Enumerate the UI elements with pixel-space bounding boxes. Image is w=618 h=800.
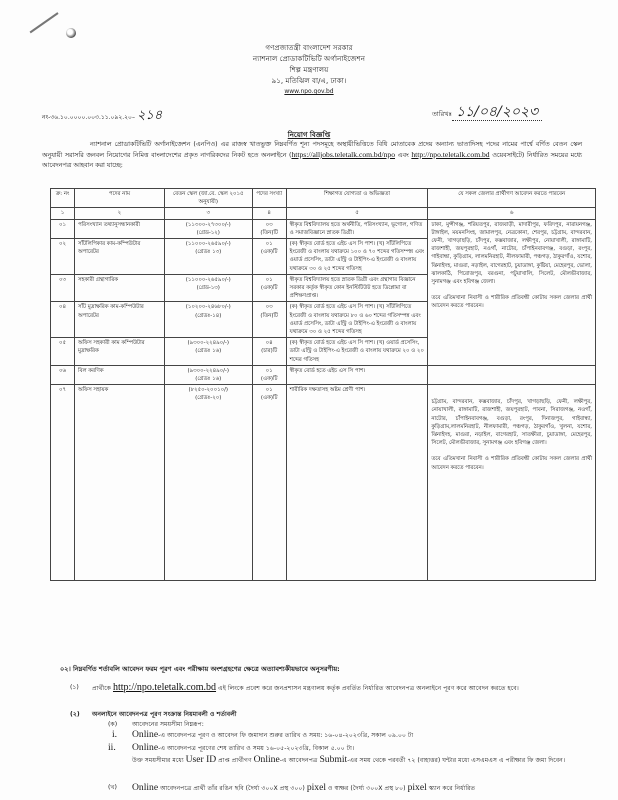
memo-date — [432, 100, 542, 124]
scale: (১০২০০-২৪৬৮০/-) — [185, 304, 231, 311]
table-row — [51, 385, 596, 581]
grade: (গ্রেডঃ ১৩) — [195, 249, 222, 256]
pixel-word: pixel — [306, 782, 326, 793]
count: ০১ — [265, 367, 273, 374]
count-word: (এক)টি — [260, 249, 278, 256]
cell-sl: ০৭ — [51, 385, 75, 581]
col-num: ২ — [74, 208, 164, 219]
sub-item-ka — [108, 720, 204, 729]
cell-qualification: (ক) স্বীকৃত বোর্ড হতে এইচ এস সি পাশ। (খ) ওয়ার্ড প্রসেসিং, ডাটা এন্ট্রি ও টাইপিং-এ ইংরেজী ও বাংলায় যথাক্রমে ২০ ও ২০ শব্দের গতিসহ — [286, 338, 428, 366]
signature-text: ও স্বাক্ষর (দৈর্ঘ্য ৩০০X প্রস্থ ৮০) — [326, 785, 408, 792]
table-row — [51, 219, 596, 238]
start-date-text: -এ আবেদনপত্র পূরণ ও আবেদন ফি জমাদান শুরুর তারিখ ও সময়: ১৬-০৪-২০২৩খ্রি, সকাল ০৯.০০ টা — [158, 732, 414, 739]
org-name: ন্যাশনাল প্রোডাকটিভিটি অর্গানাইজেশন — [252, 54, 366, 63]
cell-sl: ০১ — [51, 219, 75, 238]
roman-number: i. — [112, 729, 118, 740]
cell-qualification: স্বীকৃত বোর্ড হতে এইচ এস সি পাশ। — [286, 365, 428, 384]
count-word: (তিন)টি — [260, 312, 278, 319]
section2-heading: ০২। নিম্নবর্ণিত শর্তাবলি আবেদন ফরম পূরণ এবং পরীক্ষায় অংশগ্রহণের ক্ষেত্রে অত্যাবশ্যকীয়ভাবে অনুসরণীয়: — [60, 665, 340, 673]
cell-sl: ০২ — [51, 239, 75, 275]
scale: (১১৩০০-২৭৩০০/-) — [185, 221, 231, 228]
cell-post: পরিসংখ্যান তথ্যানুসন্ধানকারী — [74, 219, 164, 238]
cell-scale — [164, 274, 252, 302]
pin-head-icon — [66, 28, 76, 38]
roman-text — [132, 730, 413, 740]
sub-text: আবেদনের সময়সীমা নিম্নরূপ: — [132, 721, 204, 728]
ministry-name: শিল্প মন্ত্রণালয় — [289, 65, 329, 74]
date-label: তারিখঃ — [432, 110, 452, 118]
col-num: ৩ — [164, 208, 252, 219]
count: ০১ — [265, 276, 273, 283]
count: ০৩ — [265, 304, 273, 311]
note-text: -এ আবেদনপত্র — [279, 757, 320, 764]
districts-list: ঢাকা, মুন্সীগঞ্জ, শরিয়তপুর, রাজবাড়ী, মাদারীপুর, ফরিদপুর, নারায়নগঞ্জ, টাঙ্গাইল, ময়মনসিংহ, জামালপুর, নেত্রকোনা, শেরপুর, চট্টগ্রাম, বান্দরবান, ফেনী, খাগড়াছড়ি, চাঁদপুর, কক্সবাজার, লক্ষীপুর, নোয়াখালী, রাঙ্গামাটি, রাজশাহী, জয়পুরহাট, নওগাঁ, নাটোর, চাঁপাইনবাবগঞ্জ, বগুড়া, রংপুর, গাইবান্ধা, কুড়িগ্রাম, লালমনিরহাট, নীলফামারী, পঞ্চগড়, ঠাকুরগাঁও, যশোর, ঝিনাইদহ, মাগুরা, নড়াইল, বাগেরহাট, চুয়াডাঙ্গা, কুষ্টিয়া, মেহেরপুর, ভোলা, ঝালকাঠি, পিরোজপুর, বরগুনা, পটুয়াখালি, সিলেট, মৌলভীবাজার, সুনামগঞ্জ এবং হবিগঞ্জ জেলা। — [431, 221, 592, 286]
grade: (গ্রেডঃ ১৬) — [195, 348, 222, 355]
roman-item-ii — [108, 743, 588, 753]
cell-districts-group1 — [428, 219, 596, 365]
alljobs-link[interactable]: https://alljobs.teletalk.com.bd/npo — [291, 150, 396, 159]
date-handwritten: ১১/০৪/২০২৩ — [452, 104, 542, 121]
cell-count — [252, 274, 286, 302]
scale: (৮২৫০-২০০১০/) — [188, 387, 228, 394]
cell-districts-group2 — [428, 385, 596, 581]
cell-qualification: স্বীকৃত বিশ্ববিদ্যালয় হতে অর্থনীতি, পরিসংখ্যান, ভূগোল, গণিত ও সমাজবিজ্ঞানে স্নাতক ডিগ্রী। — [286, 219, 428, 238]
grade: (গ্রেডঃ ১৬) — [195, 376, 222, 383]
cell-districts-empty — [428, 365, 596, 384]
count: ০১ — [265, 387, 273, 394]
intro-text: ন্যাশনাল প্রোডাকটিভিটি অর্গানাইজেশন (এনপিও) এর রাজস্ব খাতভুক্ত নিম্নবর্ণিত শূন্য পদসমূহে অস্থায়ীভিত্তিতে বিধি মোতাবেক প্রদেয় অন্যান্য ভাতাদিসহ পদের নামের পার্শ্বে বর্ণিত বেতন স্কেল অনুযায়ী সরাসরি জনবল নিয়োগের নিমিত্ত বাংলাদেশের প্রকৃত নাগরিকদের নিকট হতে অনলাইনে ( — [42, 141, 582, 159]
memo-prefix: নং-৩৬.১০.০০০০.০০৩.১১.০৯২.২০– — [42, 114, 135, 121]
memo-handwritten-number: ২১৪ — [136, 108, 163, 123]
grade: (গ্রেডঃ-১৪) — [195, 312, 222, 319]
cell-sl: ০৫ — [51, 338, 75, 366]
header-districts: যে সকল জেলার প্রার্থীগণ আবেদন করতে পারবেন — [428, 189, 596, 208]
cell-scale — [164, 302, 252, 338]
cell-post: অফিস সহকারী কাম কম্পিউটার মুদ্রাক্ষরিক — [74, 338, 164, 366]
online-word: Online — [132, 729, 159, 740]
item-heading: অনলাইনে আবেদনপত্র পূরণ সংক্রান্ত নিয়মাবলী ও শর্তাবলী — [92, 711, 237, 718]
table-header-row — [51, 189, 596, 208]
count: ০৪ — [265, 340, 273, 347]
scale: (১১০০০-২৬৫৯০/-) — [185, 241, 231, 248]
item-text: প্রার্থীকে — [92, 685, 113, 692]
sms-fee-note — [132, 755, 587, 765]
cell-qualification: (ক) স্বীকৃত বোর্ড হতে এইচ এস সি পাশ। (খ) সাঁটলিপিতে ইংরেজী ও বাংলায় যথাক্রমে ৮০ ও ৬০ শব্দের গতিসম্পন্ন এবং ওয়ার্ড প্রসেসিং, ডাটা এন্ট্রি ও টাইপিং-এ ইংরেজী ও বাংলায় যথাক্রমে ৩০ ও ২৫ শব্দের গতিসহ — [286, 302, 428, 338]
item-number: (২) — [70, 711, 80, 718]
pixel-word: pixel — [407, 782, 427, 793]
cell-sl: ০৬ — [51, 365, 75, 384]
photo-text: আবেদনপত্রে প্রার্থী তাঁর রঙিন ছবি (দৈর্ঘ্য ৩০০X প্রস্থ ৩০০) — [158, 785, 307, 792]
header-qualification: শিক্ষাগত যোগ্যতা ও অভিজ্ঞতা — [286, 189, 428, 208]
col-num: ৪ — [252, 208, 286, 219]
cell-count — [252, 385, 286, 581]
cell-scale — [164, 219, 252, 238]
cell-post: সাঁট মুদ্রাক্ষরিক কাম-কম্পিউটার অপারেটর — [74, 302, 164, 338]
user-id-word: User ID — [185, 754, 217, 765]
cell-sl: ০৪ — [51, 302, 75, 338]
cell-count — [252, 302, 286, 338]
memo-number — [42, 106, 162, 127]
scale: (৯৩০০-২২৪৯০/-) — [187, 340, 229, 347]
scan-text: স্ক্যান করে নির্ধারিত — [426, 785, 476, 792]
districts-list: চট্টগ্রাম, বান্দরবান, কক্সবাজার, চাঁদপুর, খাগড়াছড়ি, ফেনী, লক্ষীপুর, নোয়াখালী, রাঙ্গামাটি, রাজশাহী, জয়পুরহাট, পাবনা, সিরাজগঞ্জ, নওগাঁ, নাটোর, চাঁপাইনবাবগঞ্জ, বগুড়া, রংপুর, দিনাজপুর, গাইবান্ধা, কুড়িগ্রাম,লালমনিরহাট, নীলফামারী, পঞ্চগড়, ঠাকুরগাঁও, খুলনা, যশোর, ঝিনাইদহ, মাগুরা, নড়াইল, বাগেরহাট, সাতক্ষীরা, চুয়াডাঙ্গা, মেহেরপুর, সিলেট, মৌলভীবাজার, সুনামগঞ্জ এবং হবিগঞ্জ জেলা। — [431, 399, 592, 447]
roman-text — [132, 743, 354, 753]
count-word: (চার)টি — [261, 348, 278, 355]
npo-teletalk-link[interactable]: http://npo.teletalk.com.bd — [411, 150, 490, 159]
page-title: নিয়োগ বিজ্ঞপ্তি — [287, 131, 331, 139]
cell-scale — [164, 239, 252, 275]
rule-item-1 — [70, 682, 592, 693]
note-text: প্রাপ্ত প্রার্থীগণ — [216, 757, 254, 764]
count: ০৩ — [265, 221, 273, 228]
letterhead — [0, 42, 618, 97]
cell-qualification: (ক) স্বীকৃত বোর্ড হতে এইচ এস সি পাশ। (খ) সাঁটলিপিতে ইংরেজী ও বাংলায় যথাক্রমে ১০০ ও ৭০ শব্দের গতিসম্পন্ন এবং ওয়ার্ড প্রসেসিং, ডাটা এন্ট্রি ও টাইপিং-এ ইংরেজী ও বাংলায় যথাক্রমে ৩০ ও ২৫ শব্দের গতিসহ — [286, 239, 428, 275]
cell-count — [252, 365, 286, 384]
col-num: ৬ — [428, 208, 596, 219]
cell-post: অফিস সহায়ক — [74, 385, 164, 581]
cell-scale — [164, 365, 252, 384]
note-text: উক্ত সময়সীমার মধ্যে — [132, 757, 186, 764]
cell-sl: ০৩ — [51, 274, 75, 302]
count-word: (তিন)টি — [260, 229, 278, 236]
grade: (গ্রেডঃ-২০) — [195, 395, 222, 402]
scale: (১১০০০-২৬৫৯০/-) — [185, 276, 231, 283]
count-word: (এক)টি — [260, 285, 278, 292]
intro-tail: ওয়েবসাইটে) নির্ধারিত সময়ের মধ্যে আবেদনপত্র আহবান করা যাচ্ছে: — [42, 152, 582, 169]
online-word: Online — [253, 754, 280, 765]
scale: (৯৩০০-২২৪৯০/-) — [187, 367, 229, 374]
intro-paragraph — [42, 140, 582, 171]
pin-decoration-icon — [30, 12, 59, 33]
count-word: (এক)টি — [260, 376, 278, 383]
submit-word: Submit — [319, 754, 348, 765]
sub-number: (খ) — [108, 784, 117, 791]
item-number: (১) — [70, 684, 79, 691]
cell-count — [252, 239, 286, 275]
sub-number: (ক) — [108, 721, 118, 728]
end-date-text: -এ আবেদনপত্র পূরণের শেষ তারিখ ও সময় ১৬-০৫-২০২৩খ্রি, বিকাল ৫.০০ টা। — [158, 745, 355, 752]
sub-text — [132, 783, 475, 793]
grade: (গ্রেড-১৩) — [196, 285, 220, 292]
intro-conj: এবং — [395, 152, 412, 159]
cell-count — [252, 219, 286, 238]
header-count: পদের সংখ্যা — [252, 189, 286, 208]
cell-qualification: স্বীকৃত বিশ্ববিদ্যালয় হতে স্নাতক ডিগ্রী এবং গ্রন্থাগার বিজ্ঞানে সরকার কর্তৃক স্বীকৃত কোন ইনস্টিটিউট হতে ডিপ্লোমা বা প্রশিক্ষণপ্রাপ্ত। — [286, 274, 428, 302]
header-sl: ক্র: নং — [51, 189, 75, 208]
cell-scale — [164, 338, 252, 366]
npo-teletalk-link-2[interactable]: http://npo.teletalk.com.bd — [112, 682, 217, 693]
cell-post: সহকারী গ্রন্থাগারিক — [74, 274, 164, 302]
count-word: (এক)টি — [260, 395, 278, 402]
online-word: Online — [132, 742, 159, 753]
count: ০১ — [265, 241, 273, 248]
quota-note: তবে এতিমখানা নিবাসী ও শারীরিক প্রতিবন্ধী কোটায় সকল জেলার প্রার্থী আবেদন করতে পারবেন। — [431, 295, 592, 310]
table-row — [51, 365, 596, 384]
note-text: -এর সময় থেকে পরবর্তী ৭২ (বাহাত্তর) ঘন্টার মধ্যে এসএমএস এ পরীক্ষার ফি জমা দিবেন। — [347, 757, 566, 764]
col-num: ১ — [51, 208, 75, 219]
cell-count — [252, 338, 286, 366]
quota-note: তবে এতিমখানা নিবাসী ও শারীরিক প্রতিবন্ধী কোটায় সকল জেলার প্রার্থী আবেদন করতে পারবেন। — [431, 456, 592, 471]
col-num: ৫ — [286, 208, 428, 219]
website-link[interactable]: www.npo.gov.bd — [284, 88, 334, 95]
cell-post: বিল করণিক — [74, 365, 164, 384]
column-number-row — [51, 208, 596, 219]
cell-qualification: শারীরিক দক্ষতাসহ অষ্টম শ্রেণী পাশ। — [286, 385, 428, 581]
address: ৯১, মতিঝিল বা/এ, ঢাকা। — [271, 76, 347, 85]
roman-item-i — [112, 730, 592, 740]
rule-item-2 — [70, 710, 237, 719]
vacancy-table — [50, 188, 596, 581]
online-word: Online — [132, 782, 159, 793]
sub-item-kha — [108, 783, 608, 792]
govt-name: গণপ্রজাতন্ত্রী বাংলাদেশ সরকার — [265, 43, 353, 52]
grade: (গ্রেড-১২) — [196, 229, 220, 236]
cell-scale — [164, 385, 252, 581]
roman-number: ii. — [108, 742, 116, 753]
header-post: পদের নাম — [74, 189, 164, 208]
item-text: এই লিংকে প্রবেশ করে জনপ্রশাসন মন্ত্রণালয় কর্তৃক প্রবর্তিত নির্ধারিত আবেদনপত্র অনলাইনে পূরণ করে আবেদন করতে হবে। — [216, 685, 519, 692]
cell-post: সাঁটলিপিকার কাম-কম্পিউটার অপারেটর — [74, 239, 164, 275]
header-scale: বেতন স্কেল (জা.বে. স্কেল ২০১৫ অনুযায়ী) — [164, 189, 252, 208]
